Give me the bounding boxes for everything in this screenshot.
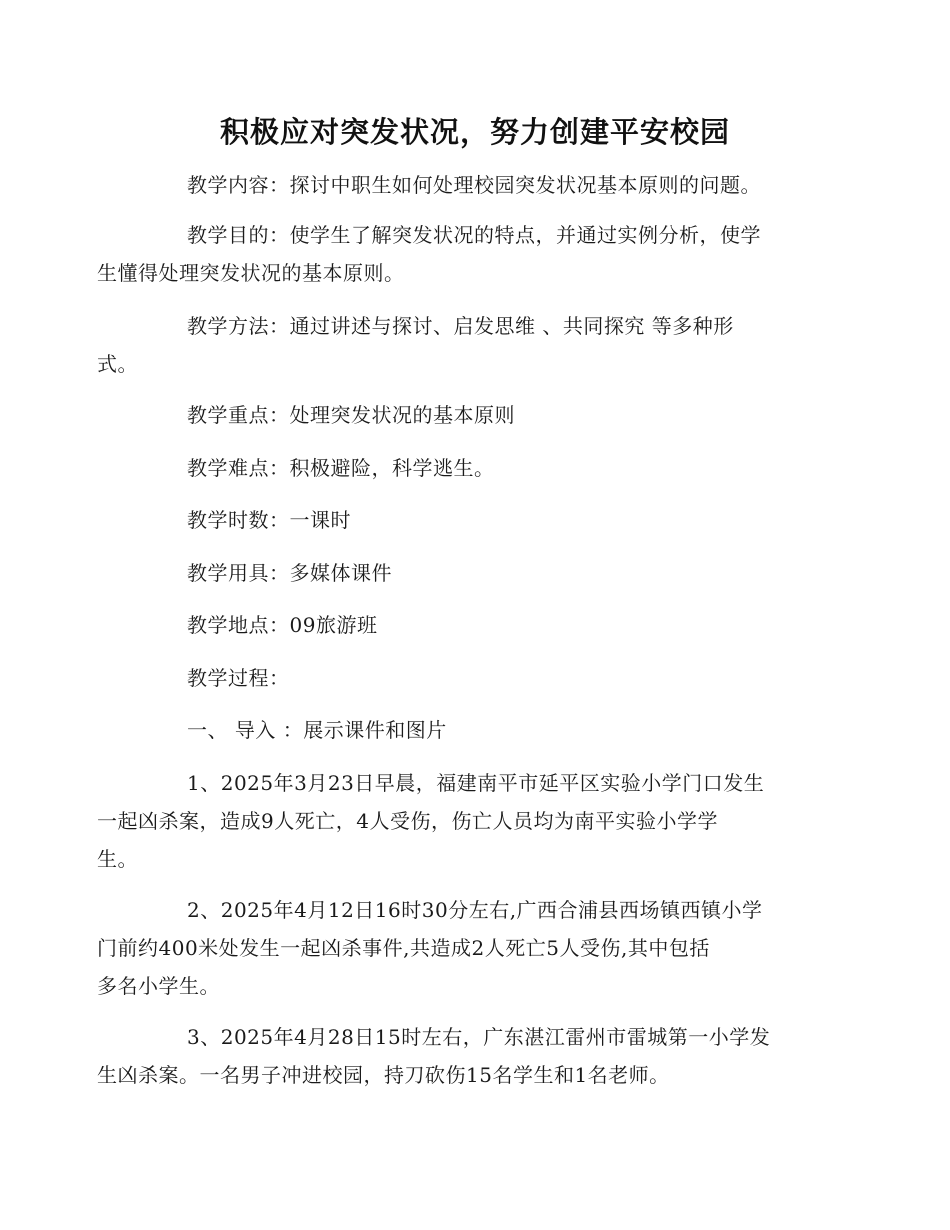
text-line: 教学目的：使学生了解突发状况的特点，并通过实例分析，使学 — [187, 223, 761, 247]
text-line: 教学地点：09旅游班 — [187, 613, 378, 637]
text-line: 生凶杀案。一名男子冲进校园，持刀砍伤15名学生和1名老师。 — [97, 1063, 670, 1087]
text-line: 生懂得处理突发状况的基本原则。 — [97, 261, 405, 285]
text-line: 式。 — [97, 352, 138, 376]
paragraph-intro — [142, 711, 810, 749]
text-line: 教学时数：一课时 — [187, 508, 351, 532]
paragraph-tools — [142, 554, 810, 592]
text-line: 一、 导入 ：展示课件和图片 — [187, 718, 447, 742]
paragraph-key-point — [142, 396, 810, 434]
text-line: 1、2025年3月23日早晨，福建南平市延平区实验小学门口发生 — [187, 771, 765, 795]
text-line: 一起凶杀案，造成9人死亡，4人受伤，伤亡人员均为南平实验小学学 — [97, 809, 718, 833]
paragraph-process — [142, 659, 810, 697]
document-title: 积极应对突发状况，努力创建平安校园 — [219, 115, 730, 149]
text-line: 2、2025年4月12日16时30分左右,广西合浦县西场镇西镇小学 — [187, 898, 763, 922]
text-line: 教学用具：多媒体课件 — [187, 561, 392, 585]
paragraph-goal — [97, 216, 810, 292]
text-line: 教学过程： — [187, 666, 290, 690]
text-line: 门前约400米处发生一起凶杀事件,共造成2人死亡5人受伤,其中包括 — [97, 936, 710, 960]
text-line: 3、2025年4月28日15时左右，广东湛江雷州市雷城第一小学发 — [187, 1025, 771, 1049]
paragraph-case-3 — [97, 1018, 810, 1094]
text-line: 教学难点：积极避险，科学逃生。 — [187, 456, 495, 480]
paragraph-case-2 — [97, 891, 810, 1005]
paragraph-method — [97, 307, 810, 383]
paragraph-difficulty — [142, 449, 810, 487]
text-line: 生。 — [97, 847, 138, 871]
text-line: 多名小学生。 — [97, 974, 220, 998]
paragraph-hours — [142, 501, 810, 539]
text-line: 教学重点：处理突发状况的基本原则 — [187, 403, 515, 427]
paragraph-case-1 — [97, 764, 810, 878]
paragraph-content — [142, 166, 810, 204]
text-line: 教学方法：通过讲述与探讨、启发思维 、共同探究 等多种形 — [187, 314, 734, 338]
paragraph-location — [142, 606, 810, 644]
text-line: 教学内容：探讨中职生如何处理校园突发状况基本原则的问题。 — [187, 173, 761, 197]
